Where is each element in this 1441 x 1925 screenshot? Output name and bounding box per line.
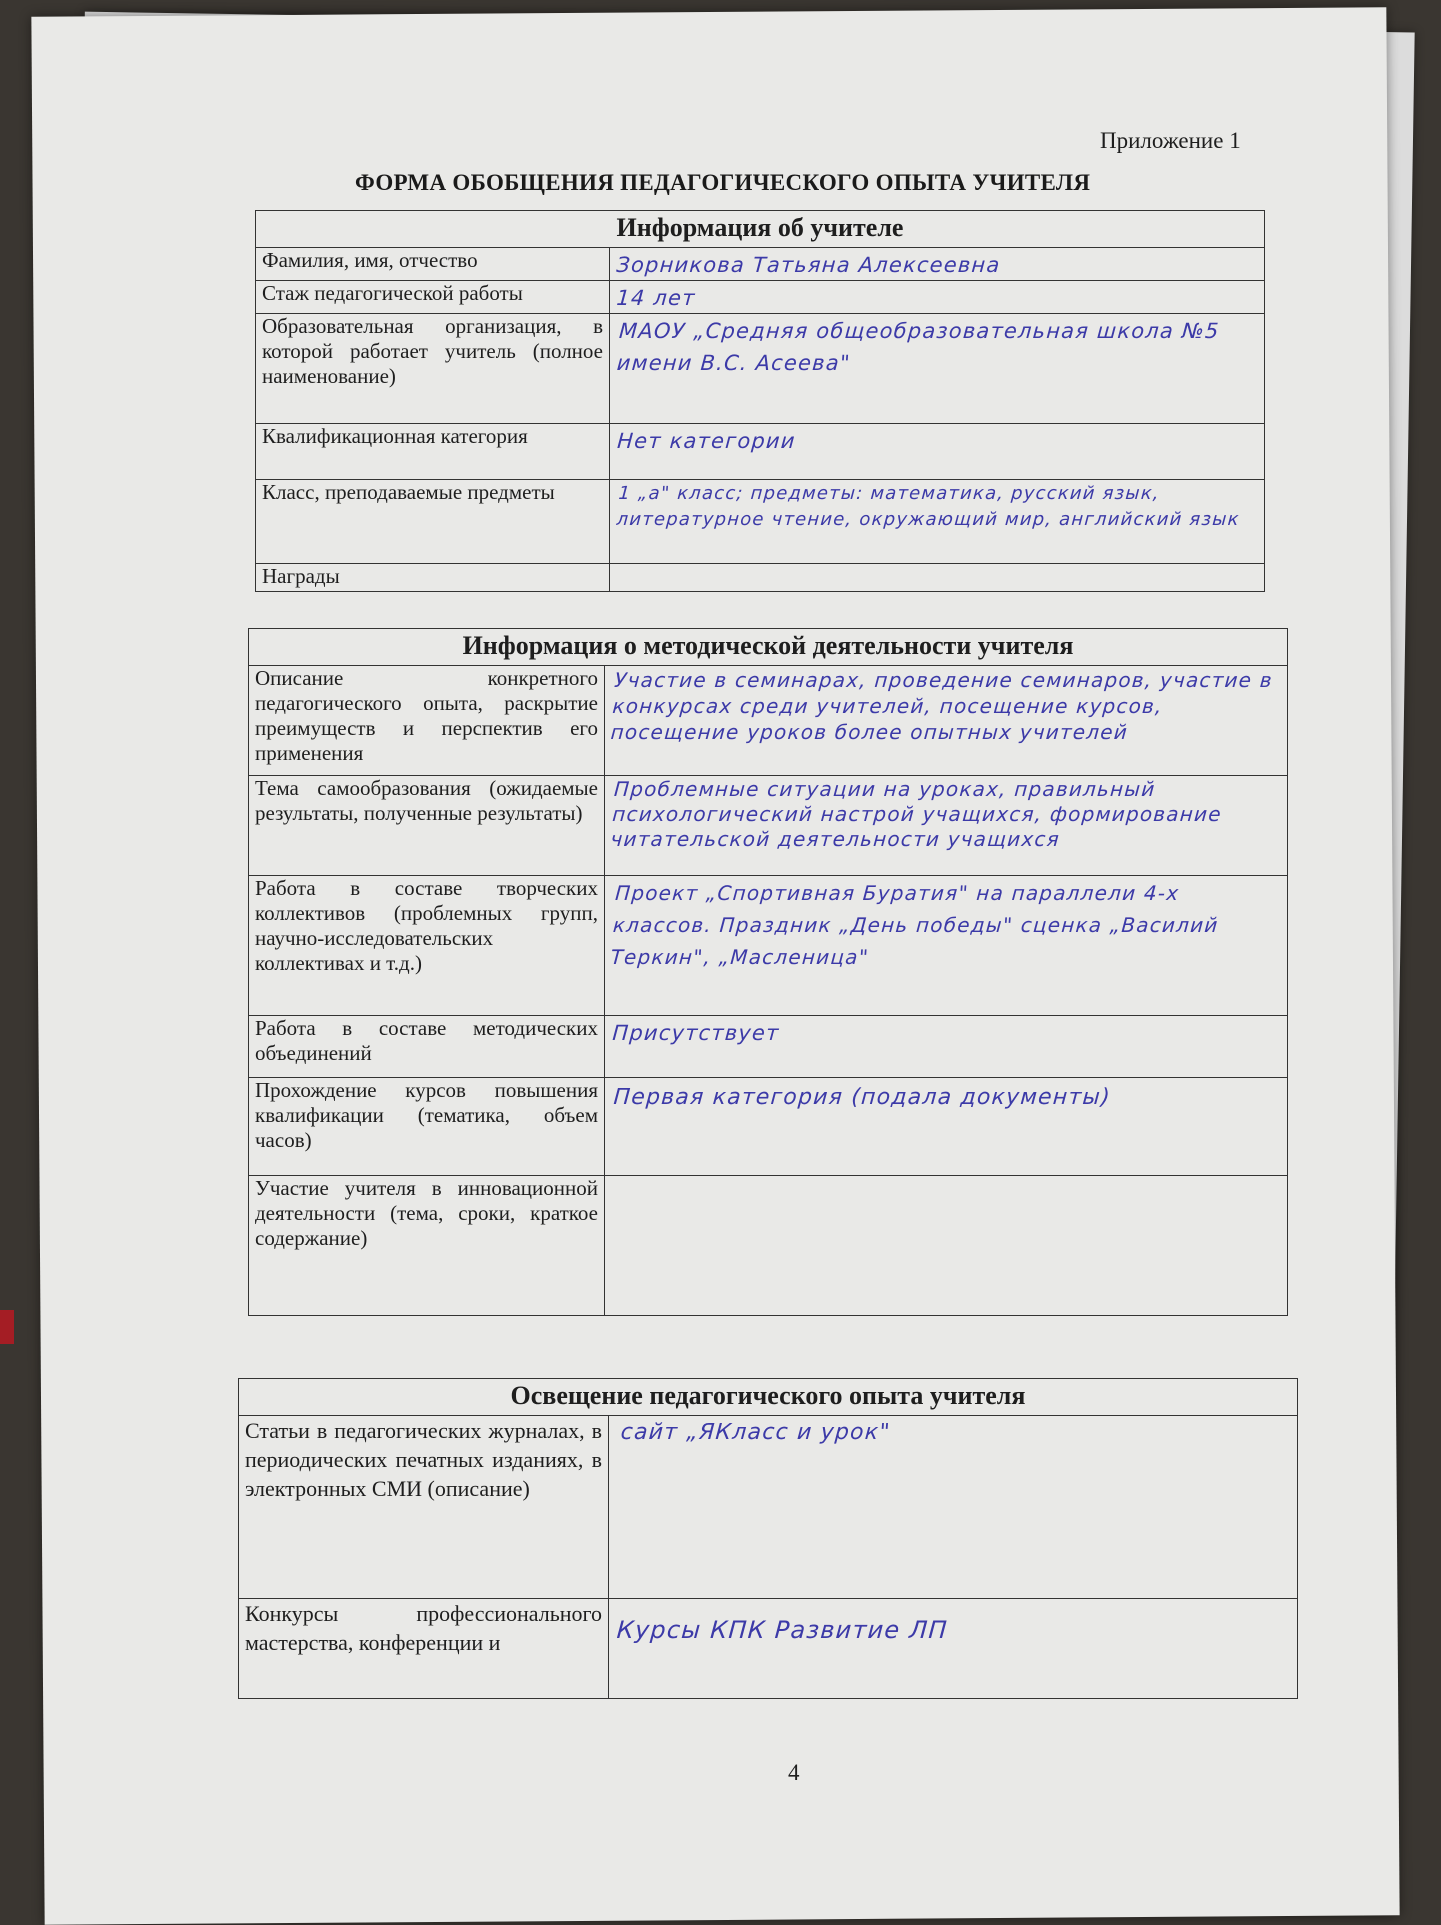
field-value: 1 „а" класс; предметы: математика, русский язык, литературное чтение, окружающий мир, английский язык — [607, 480, 1268, 564]
field-label: Награды — [256, 564, 610, 592]
field-label: Тема самообразования (ожидаемые результаты, полученные результаты) — [249, 776, 605, 876]
section-heading: Информация об учителе — [256, 211, 1265, 248]
field-label: Квалификационная категория — [256, 424, 610, 480]
field-value: Проблемные ситуации на уроках, правильный психологический настрой учащихся, формирование читательской деятельности учащихся — [601, 776, 1291, 876]
teacher-info-table — [255, 210, 1265, 592]
annex-label: Приложение 1 — [1100, 128, 1241, 153]
field-label: Описание конкретного педагогического опыта, раскрытие преимуществ и перспектив его применения — [249, 666, 605, 776]
field-value: Присутствует — [602, 1016, 1289, 1078]
section-heading: Информация о методической деятельности учителя — [249, 629, 1288, 666]
field-value: Нет категории — [608, 424, 1267, 480]
field-label: Образовательная организация, в которой работает учитель (полное наименование) — [256, 314, 610, 424]
field-value: сайт „ЯКласс и урок" — [602, 1416, 1304, 1599]
field-value: МАОУ „Средняя общеобразовательная школа №5 имени В.С. Асеева" — [606, 314, 1269, 424]
form-title: ФОРМА ОБОБЩЕНИЯ ПЕДАГОГИЧЕСКОГО ОПЫТА УЧИТЕЛЯ — [355, 170, 1091, 195]
field-value — [600, 1176, 1293, 1316]
field-value: Проект „Спортивная Буратия" на параллели 4-х классов. Праздник „День победы" сценка „Василий Теркин", „Масленица" — [600, 876, 1293, 1016]
section-heading: Освещение педагогического опыта учителя — [239, 1379, 1298, 1416]
field-value: Курсы КПК Развитие ЛП — [605, 1599, 1301, 1699]
field-value: 14 лет — [608, 281, 1265, 314]
red-folder-edge — [0, 1310, 14, 1344]
field-label: Участие учителя в инновационной деятельности (тема, сроки, краткое содержание) — [249, 1176, 605, 1316]
coverage-info-table — [238, 1378, 1298, 1699]
field-label: Прохождение курсов повышения квалификации (тематика, объем часов) — [249, 1078, 605, 1176]
field-label: Конкурсы профессионального мастерства, конференции и — [239, 1599, 609, 1699]
methodical-info-table — [248, 628, 1288, 1316]
field-value — [609, 564, 1266, 592]
field-label: Фамилия, имя, отчество — [256, 248, 610, 281]
page-number: 4 — [788, 1760, 800, 1785]
field-value: Зорникова Татьяна Алексеевна — [608, 248, 1265, 281]
field-label: Работа в составе творческих коллективов (проблемных групп, научно-исследовательских коллективах и т.д.) — [249, 876, 605, 1016]
field-value: Участие в семинарах, проведение семинаров, участие в конкурсах среди учителей, посещение курсов, посещение уроков более опытных учителей — [601, 666, 1292, 776]
field-label: Класс, преподаваемые предметы — [256, 480, 610, 564]
field-label: Стаж педагогической работы — [256, 281, 610, 314]
field-label: Работа в составе методических объединений — [249, 1016, 605, 1078]
field-value: Первая категория (подала документы) — [601, 1078, 1291, 1176]
field-label: Статьи в педагогических журналах, в периодических печатных изданиях, в электронных СМИ (описание) — [239, 1416, 609, 1599]
